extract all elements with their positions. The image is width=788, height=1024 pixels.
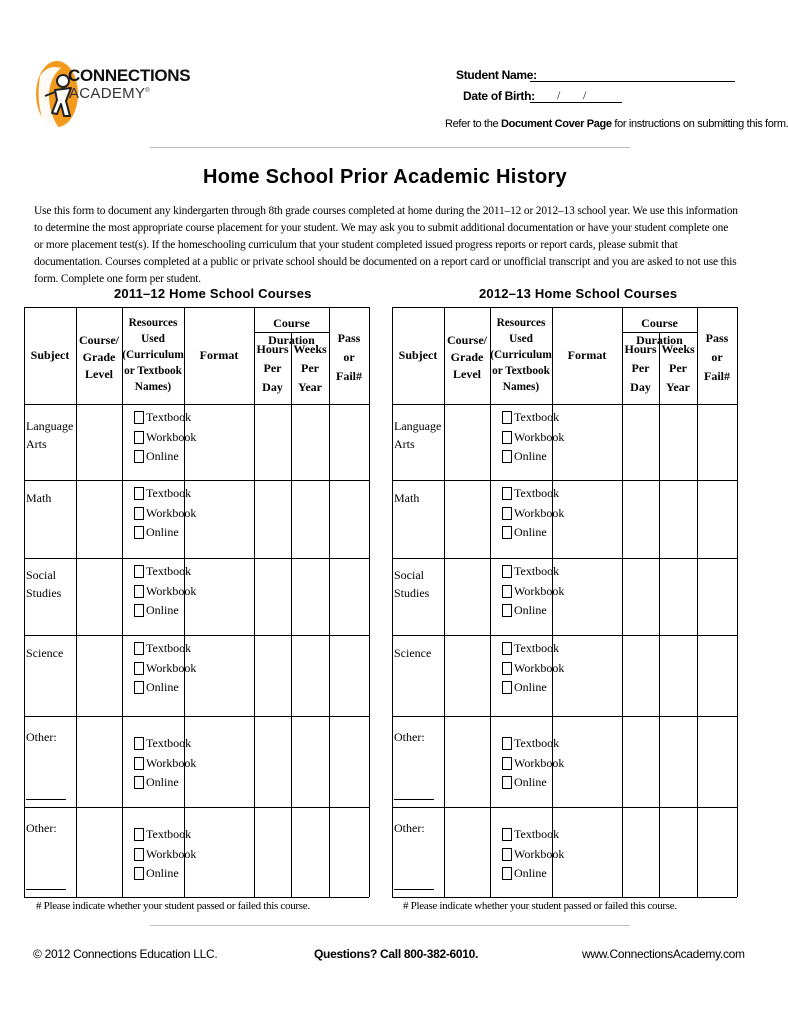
subject-text: Studies bbox=[26, 586, 62, 600]
subject-text: Math bbox=[26, 491, 52, 505]
checkbox[interactable] bbox=[134, 507, 144, 520]
format-option[interactable] bbox=[134, 639, 204, 659]
subject-label bbox=[26, 819, 76, 837]
col-pass-line: Pass bbox=[337, 331, 361, 345]
format-option[interactable] bbox=[502, 639, 572, 659]
format-option-label: Online bbox=[146, 603, 179, 618]
format-option[interactable] bbox=[134, 484, 204, 504]
checkbox[interactable] bbox=[134, 604, 144, 617]
pass-fail-cell[interactable] bbox=[698, 717, 736, 806]
checkbox[interactable] bbox=[502, 585, 512, 598]
format-options bbox=[502, 484, 572, 543]
checkbox[interactable] bbox=[134, 776, 144, 789]
copyright: © 2012 Connections Education LLC. bbox=[33, 947, 218, 961]
hours-cell[interactable] bbox=[255, 808, 290, 896]
subject-text: Language bbox=[394, 419, 442, 433]
checkbox[interactable] bbox=[502, 411, 512, 424]
table-rule bbox=[24, 897, 369, 898]
checkbox[interactable] bbox=[502, 757, 512, 770]
format-options bbox=[502, 734, 572, 793]
weeks-cell[interactable] bbox=[292, 808, 328, 896]
format-options bbox=[502, 825, 572, 884]
hours-cell[interactable] bbox=[623, 481, 658, 557]
pass-fail-cell[interactable] bbox=[330, 559, 368, 634]
format-option-label: Workbook bbox=[514, 846, 565, 861]
grade-cell[interactable] bbox=[445, 481, 489, 557]
checkbox[interactable] bbox=[134, 662, 144, 675]
col-weeks-line: Weeks bbox=[293, 342, 327, 356]
subject-label bbox=[26, 644, 76, 662]
checkbox[interactable] bbox=[502, 565, 512, 578]
pass-fail-cell[interactable] bbox=[330, 405, 368, 479]
checkbox[interactable] bbox=[134, 737, 144, 750]
format-option[interactable] bbox=[502, 408, 572, 428]
grade-cell[interactable] bbox=[77, 405, 121, 479]
col-pass-line: Pass bbox=[705, 331, 729, 345]
grade-cell[interactable] bbox=[77, 808, 121, 896]
format-options bbox=[134, 825, 204, 884]
format-option-label: Online bbox=[514, 449, 547, 464]
dob-label: Date of Birth: bbox=[463, 89, 535, 103]
student-name-label: Student Name: bbox=[456, 68, 537, 82]
checkbox[interactable] bbox=[134, 431, 144, 444]
table-rule bbox=[24, 307, 369, 308]
col-resources-line: or Textbook bbox=[124, 365, 182, 377]
weeks-cell[interactable] bbox=[292, 481, 328, 557]
grade-cell[interactable] bbox=[445, 808, 489, 896]
dob-separator: / bbox=[557, 88, 561, 102]
pass-fail-cell[interactable] bbox=[698, 808, 736, 896]
format-options bbox=[134, 408, 204, 467]
col-pass-line: or bbox=[711, 350, 723, 364]
col-hours bbox=[254, 340, 291, 397]
weeks-cell[interactable] bbox=[660, 405, 696, 479]
pass-fail-cell[interactable] bbox=[698, 559, 736, 634]
col-grade-line: Level bbox=[453, 367, 481, 381]
col-grade-line: Grade bbox=[82, 350, 116, 364]
format-option-label: Workbook bbox=[146, 583, 197, 598]
grade-cell[interactable] bbox=[77, 481, 121, 557]
checkbox[interactable] bbox=[134, 681, 144, 694]
col-grade-line: Course/ bbox=[447, 333, 487, 347]
footnote: # Please indicate whether your student passed or failed this course. bbox=[36, 900, 310, 912]
format-option-label: Workbook bbox=[146, 755, 197, 770]
format-option[interactable] bbox=[502, 504, 572, 524]
dob-separator: / bbox=[583, 88, 587, 102]
format-option[interactable] bbox=[134, 504, 204, 524]
format-option[interactable] bbox=[134, 845, 204, 865]
checkbox[interactable] bbox=[502, 776, 512, 789]
grade-cell[interactable] bbox=[445, 405, 489, 479]
hours-cell[interactable] bbox=[623, 717, 658, 806]
weeks-cell[interactable] bbox=[292, 559, 328, 634]
format-option-label: Textbook bbox=[514, 736, 560, 751]
format-option-label: Textbook bbox=[514, 827, 560, 842]
col-subject: Subject bbox=[30, 348, 70, 362]
format-option-label: Online bbox=[146, 525, 179, 540]
checkbox[interactable] bbox=[134, 642, 144, 655]
subject-text: Arts bbox=[26, 437, 47, 451]
hours-cell[interactable] bbox=[623, 808, 658, 896]
subject-label bbox=[394, 819, 444, 837]
format-option[interactable] bbox=[502, 825, 572, 845]
format-option-label: Workbook bbox=[146, 429, 197, 444]
checkbox[interactable] bbox=[134, 487, 144, 500]
hours-cell[interactable] bbox=[255, 636, 290, 715]
format-option-label: Textbook bbox=[146, 564, 192, 579]
format-option-label: Workbook bbox=[146, 846, 197, 861]
grade-cell[interactable] bbox=[445, 559, 489, 634]
checkbox[interactable] bbox=[502, 526, 512, 539]
checkbox[interactable] bbox=[502, 507, 512, 520]
other-subject-field[interactable] bbox=[394, 799, 434, 800]
checkbox[interactable] bbox=[134, 828, 144, 841]
format-option[interactable] bbox=[502, 754, 572, 774]
format-option-label: Workbook bbox=[514, 429, 565, 444]
subject-text: Arts bbox=[394, 437, 415, 451]
table-rule bbox=[392, 307, 737, 308]
divider bbox=[150, 147, 630, 148]
col-grade-line: Level bbox=[85, 367, 113, 381]
table-column-rule bbox=[369, 307, 370, 897]
col-grade bbox=[76, 332, 122, 383]
checkbox[interactable] bbox=[502, 681, 512, 694]
weeks-cell[interactable] bbox=[292, 636, 328, 715]
format-option-label: Workbook bbox=[514, 660, 565, 675]
checkbox[interactable] bbox=[502, 642, 512, 655]
section-heading-2011: 2011–12 Home School Courses bbox=[114, 286, 312, 301]
format-option-label: Online bbox=[146, 449, 179, 464]
weeks-cell[interactable] bbox=[660, 481, 696, 557]
checkbox[interactable] bbox=[502, 450, 512, 463]
checkbox[interactable] bbox=[134, 526, 144, 539]
format-option-label: Online bbox=[146, 866, 179, 881]
format-option[interactable] bbox=[502, 447, 572, 467]
col-duration: Course Duration bbox=[636, 316, 683, 347]
table-column-rule bbox=[392, 307, 393, 897]
format-option[interactable] bbox=[502, 845, 572, 865]
format-option[interactable] bbox=[134, 601, 204, 621]
subject-text: Science bbox=[26, 646, 64, 660]
format-option[interactable] bbox=[502, 428, 572, 448]
subject-text: Math bbox=[394, 491, 420, 505]
format-option-label: Online bbox=[146, 775, 179, 790]
format-option[interactable] bbox=[134, 582, 204, 602]
format-option[interactable] bbox=[502, 678, 572, 698]
hours-cell[interactable] bbox=[255, 481, 290, 557]
col-resources-line: Names) bbox=[134, 381, 172, 393]
format-options bbox=[502, 562, 572, 621]
format-option[interactable] bbox=[502, 601, 572, 621]
col-pass-line: Fail# bbox=[704, 369, 730, 383]
hours-cell[interactable] bbox=[255, 559, 290, 634]
col-pass bbox=[697, 329, 737, 386]
hours-cell[interactable] bbox=[255, 405, 290, 479]
col-pass bbox=[329, 329, 369, 386]
pass-fail-cell[interactable] bbox=[330, 717, 368, 806]
subject-text: Language bbox=[26, 419, 74, 433]
courses-table-2012 bbox=[392, 307, 737, 897]
table-rule bbox=[392, 897, 737, 898]
format-option-label: Textbook bbox=[514, 641, 560, 656]
col-resources-line: Resources bbox=[128, 317, 178, 329]
brand-subname: ACADEMY® bbox=[69, 85, 151, 102]
format-option-label: Online bbox=[514, 603, 547, 618]
format-options bbox=[134, 562, 204, 621]
grade-cell[interactable] bbox=[77, 636, 121, 715]
col-resources-line: (Curriculum bbox=[122, 349, 184, 361]
format-option[interactable] bbox=[502, 484, 572, 504]
divider bbox=[150, 925, 630, 926]
intro-paragraph: Use this form to document any kindergarten through 8th grade courses completed at home during the 2011–12 or 2012–13 school year. We use this information to determine the most appropriate course placement for your student. We may ask you to submit additional documentation or have your student complete one or more placement test(s). If the homeschooling curriculum that your student completed issued progress reports or report cards, please submit that documentation. Courses completed at a public or private school should be documented on a report card or unofficial transcript and you are asked to not use this form. Complete one form per student. bbox=[34, 205, 738, 285]
subject-text: Other: bbox=[26, 821, 57, 835]
grade-cell[interactable] bbox=[445, 717, 489, 806]
col-hours-line: Day bbox=[262, 380, 283, 394]
grade-cell[interactable] bbox=[77, 717, 121, 806]
subject-label bbox=[394, 489, 444, 507]
col-grade-line: Course/ bbox=[79, 333, 119, 347]
col-grade-line: Grade bbox=[450, 350, 484, 364]
format-option-label: Textbook bbox=[146, 827, 192, 842]
subject-text: Social bbox=[26, 568, 56, 582]
col-resources bbox=[490, 315, 552, 395]
col-subject: Subject bbox=[398, 348, 438, 362]
col-weeks bbox=[291, 340, 329, 397]
col-hours-line: Day bbox=[630, 380, 651, 394]
format-option[interactable] bbox=[134, 734, 204, 754]
weeks-cell[interactable] bbox=[292, 717, 328, 806]
format-options bbox=[134, 484, 204, 543]
col-duration: Course Duration bbox=[268, 316, 315, 347]
format-option-label: Textbook bbox=[514, 410, 560, 425]
subject-text: Social bbox=[394, 568, 424, 582]
checkbox[interactable] bbox=[134, 585, 144, 598]
checkbox[interactable] bbox=[502, 737, 512, 750]
col-hours-line: Per bbox=[263, 361, 282, 375]
col-pass-line: Fail# bbox=[336, 369, 362, 383]
questions-phone: Questions? Call 800-382-6010. bbox=[314, 947, 479, 961]
format-option-label: Workbook bbox=[146, 660, 197, 675]
format-option-label: Textbook bbox=[146, 486, 192, 501]
format-option[interactable] bbox=[134, 754, 204, 774]
format-option[interactable] bbox=[134, 659, 204, 679]
subject-label bbox=[394, 566, 444, 602]
refer-instructions: Refer to the Document Cover Page for instructions on submitting this form. bbox=[445, 118, 788, 130]
col-resources bbox=[122, 315, 184, 395]
weeks-cell[interactable] bbox=[292, 405, 328, 479]
weeks-cell[interactable] bbox=[660, 636, 696, 715]
checkbox[interactable] bbox=[134, 450, 144, 463]
format-option[interactable] bbox=[134, 864, 204, 884]
format-option-label: Online bbox=[514, 680, 547, 695]
col-weeks-line: Year bbox=[298, 380, 322, 394]
col-weeks-line: Per bbox=[301, 361, 319, 375]
col-weeks-line: Weeks bbox=[661, 342, 695, 356]
format-option[interactable] bbox=[502, 562, 572, 582]
pass-fail-cell[interactable] bbox=[330, 481, 368, 557]
col-weeks-line: Year bbox=[666, 380, 690, 394]
format-options bbox=[134, 734, 204, 793]
weeks-cell[interactable] bbox=[660, 717, 696, 806]
col-resources-line: Names) bbox=[502, 381, 540, 393]
checkbox[interactable] bbox=[502, 604, 512, 617]
subject-text: Other: bbox=[394, 730, 425, 744]
format-option[interactable] bbox=[134, 825, 204, 845]
pass-fail-cell[interactable] bbox=[698, 481, 736, 557]
checkbox[interactable] bbox=[134, 867, 144, 880]
grade-cell[interactable] bbox=[77, 559, 121, 634]
checkbox[interactable] bbox=[502, 487, 512, 500]
checkbox[interactable] bbox=[502, 431, 512, 444]
format-option[interactable] bbox=[134, 773, 204, 793]
format-option[interactable] bbox=[134, 428, 204, 448]
subject-text: Other: bbox=[26, 730, 57, 744]
checkbox[interactable] bbox=[502, 848, 512, 861]
subject-text: Studies bbox=[394, 586, 430, 600]
hours-cell[interactable] bbox=[623, 636, 658, 715]
pass-fail-cell[interactable] bbox=[330, 636, 368, 715]
format-options bbox=[502, 639, 572, 698]
other-subject-field[interactable] bbox=[26, 799, 66, 800]
col-weeks bbox=[659, 340, 697, 397]
format-option[interactable] bbox=[134, 562, 204, 582]
col-weeks-line: Per bbox=[669, 361, 687, 375]
checkbox[interactable] bbox=[502, 828, 512, 841]
checkbox[interactable] bbox=[134, 411, 144, 424]
subject-label bbox=[394, 644, 444, 662]
subject-label bbox=[26, 566, 76, 602]
courses-table-2011 bbox=[24, 307, 369, 897]
col-grade bbox=[444, 332, 490, 383]
table-column-rule bbox=[737, 307, 738, 897]
format-option-label: Workbook bbox=[514, 505, 565, 520]
col-pass-line: or bbox=[343, 350, 355, 364]
pass-fail-cell[interactable] bbox=[698, 636, 736, 715]
format-option[interactable] bbox=[134, 678, 204, 698]
brand-name: CONNECTIONS bbox=[68, 66, 191, 85]
subject-label bbox=[394, 728, 444, 746]
table-column-rule bbox=[24, 307, 25, 897]
format-option-label: Workbook bbox=[514, 583, 565, 598]
subject-label bbox=[26, 417, 76, 453]
format-option-label: Workbook bbox=[146, 505, 197, 520]
format-option-label: Online bbox=[514, 525, 547, 540]
format-option[interactable] bbox=[134, 447, 204, 467]
subject-label bbox=[394, 417, 444, 453]
col-hours bbox=[622, 340, 659, 397]
student-name-field[interactable] bbox=[530, 81, 735, 82]
format-option[interactable] bbox=[502, 582, 572, 602]
format-option[interactable] bbox=[502, 864, 572, 884]
format-option[interactable] bbox=[134, 523, 204, 543]
format-options bbox=[134, 639, 204, 698]
hours-cell[interactable] bbox=[623, 559, 658, 634]
pass-fail-cell[interactable] bbox=[698, 405, 736, 479]
format-option[interactable] bbox=[502, 773, 572, 793]
col-hours-line: Per bbox=[631, 361, 650, 375]
pass-fail-cell[interactable] bbox=[330, 808, 368, 896]
format-options bbox=[502, 408, 572, 467]
col-resources-line: Used bbox=[141, 333, 165, 345]
subject-label bbox=[26, 489, 76, 507]
format-option[interactable] bbox=[134, 408, 204, 428]
format-option-label: Workbook bbox=[514, 755, 565, 770]
format-option-label: Online bbox=[514, 775, 547, 790]
col-hours-line: Hours bbox=[256, 342, 289, 356]
website-link[interactable]: www.ConnectionsAcademy.com bbox=[582, 947, 745, 961]
format-option[interactable] bbox=[502, 523, 572, 543]
grade-cell[interactable] bbox=[445, 636, 489, 715]
dob-field[interactable] bbox=[530, 102, 622, 103]
checkbox[interactable] bbox=[502, 662, 512, 675]
format-option-label: Online bbox=[514, 866, 547, 881]
col-resources-line: Used bbox=[509, 333, 533, 345]
subject-text: Science bbox=[394, 646, 432, 660]
col-format: Format bbox=[199, 348, 239, 362]
subject-label bbox=[26, 728, 76, 746]
checkbox[interactable] bbox=[502, 867, 512, 880]
format-option-label: Textbook bbox=[146, 641, 192, 656]
weeks-cell[interactable] bbox=[660, 808, 696, 896]
hours-cell[interactable] bbox=[623, 405, 658, 479]
format-option-label: Online bbox=[146, 680, 179, 695]
format-option-label: Textbook bbox=[514, 564, 560, 579]
col-resources-line: or Textbook bbox=[492, 365, 550, 377]
col-resources-line: (Curriculum bbox=[490, 349, 552, 361]
footnote: # Please indicate whether your student passed or failed this course. bbox=[403, 900, 677, 912]
col-resources-line: Resources bbox=[496, 317, 546, 329]
col-hours-line: Hours bbox=[624, 342, 657, 356]
weeks-cell[interactable] bbox=[660, 559, 696, 634]
format-option-label: Textbook bbox=[514, 486, 560, 501]
section-heading-2012: 2012–13 Home School Courses bbox=[479, 286, 678, 301]
format-option-label: Textbook bbox=[146, 410, 192, 425]
format-option[interactable] bbox=[502, 734, 572, 754]
page-title: Home School Prior Academic History bbox=[203, 166, 567, 188]
checkbox[interactable] bbox=[134, 757, 144, 770]
hours-cell[interactable] bbox=[255, 717, 290, 806]
checkbox[interactable] bbox=[134, 565, 144, 578]
format-option[interactable] bbox=[502, 659, 572, 679]
subject-text: Other: bbox=[394, 821, 425, 835]
other-subject-field[interactable] bbox=[26, 889, 66, 890]
checkbox[interactable] bbox=[134, 848, 144, 861]
format-option-label: Textbook bbox=[146, 736, 192, 751]
col-format: Format bbox=[567, 348, 607, 362]
other-subject-field[interactable] bbox=[394, 889, 434, 890]
